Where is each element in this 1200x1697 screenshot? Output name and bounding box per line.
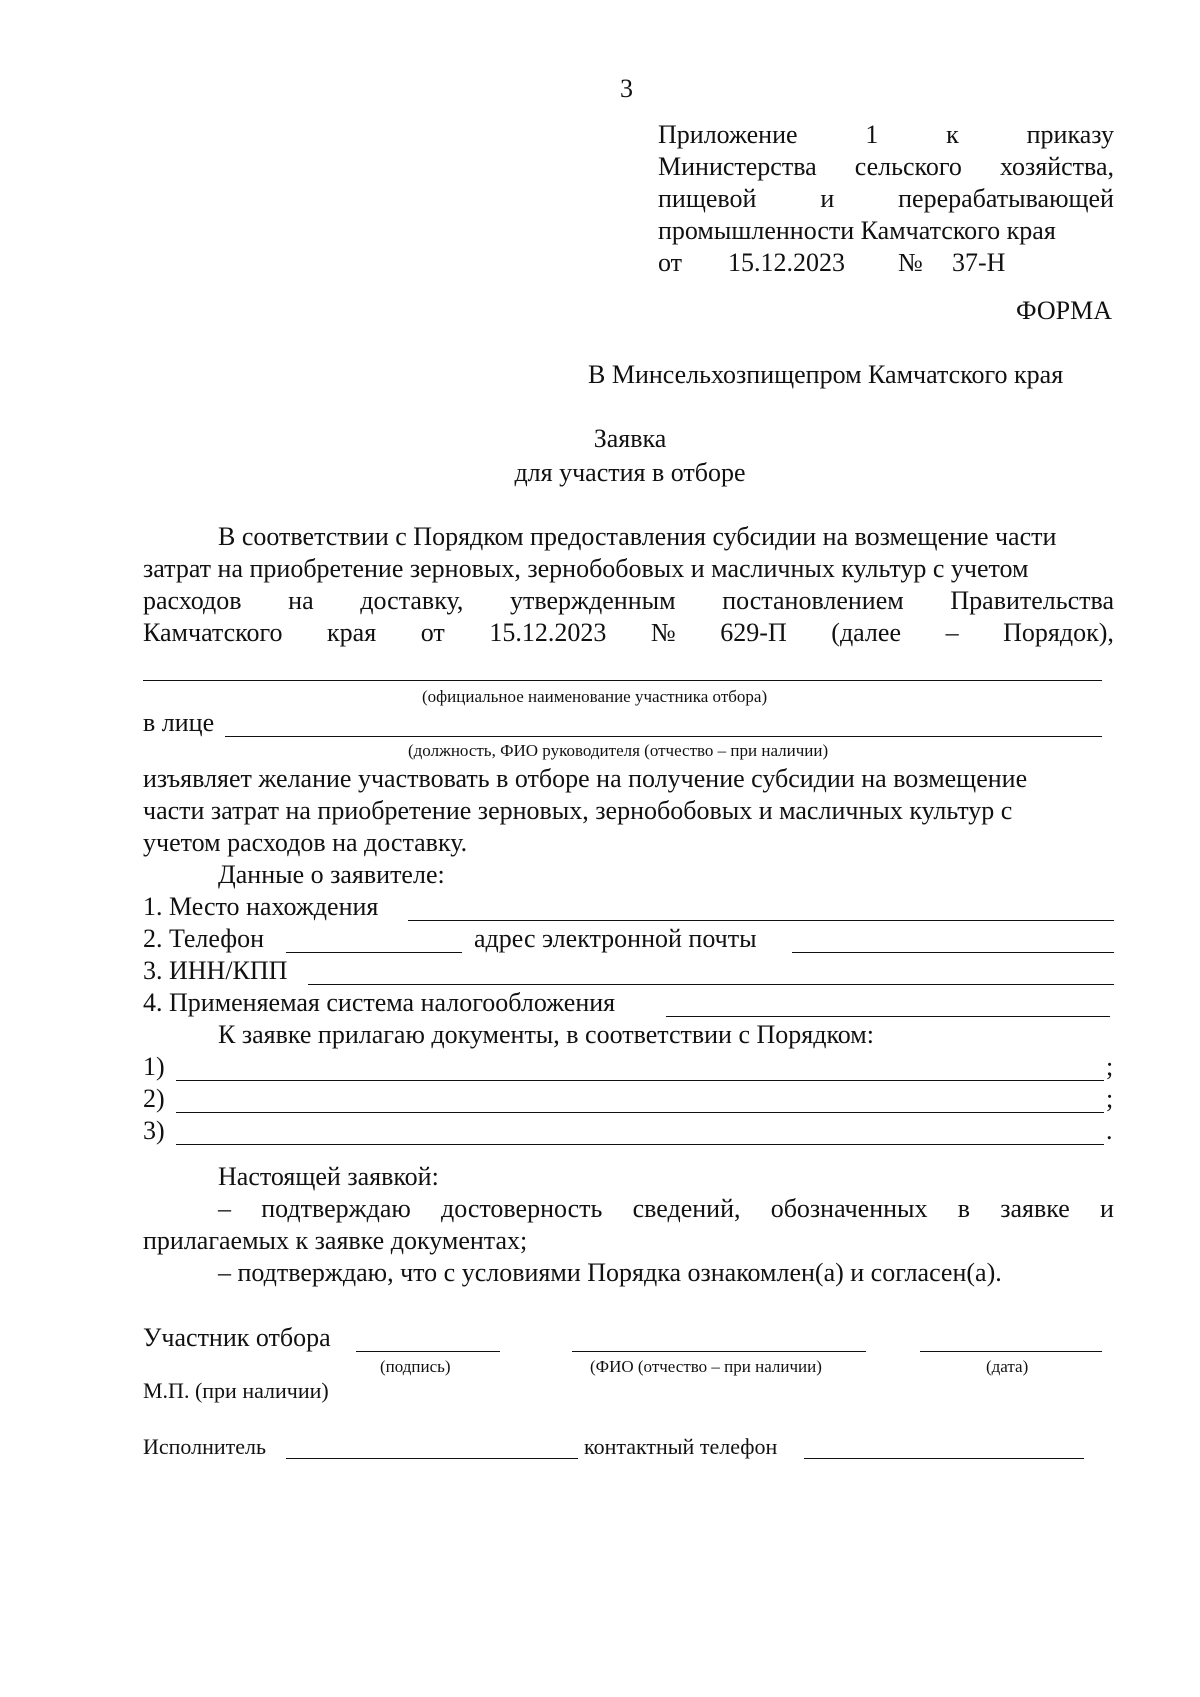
appendix-word: перерабатывающей [898, 184, 1114, 213]
attachment-field-1[interactable] [176, 1080, 1104, 1081]
appendix-word: к [946, 120, 959, 149]
intro-word: (далее [831, 618, 901, 647]
appendix-word: сельского [854, 152, 962, 181]
intro-line-3 [143, 588, 1114, 614]
intro-word: от [420, 618, 445, 647]
signature-field[interactable] [356, 1351, 500, 1352]
inn-label: 3. ИНН/КПП [143, 956, 288, 985]
executor-field[interactable] [286, 1458, 578, 1459]
confirm-word: заявке [1000, 1194, 1070, 1223]
appendix-line-1 [658, 122, 1114, 148]
appendix-date: 15.12.2023 [728, 248, 845, 277]
intro-line-2: затрат на приобретение зерновых, зернобобовых и масличных культур с учетом [143, 554, 1029, 583]
intro-word: расходов [143, 586, 242, 615]
appendix-word: 1 [865, 120, 879, 149]
intro-word: Порядок), [1003, 618, 1114, 647]
document-title: Заявка [593, 424, 667, 453]
appendix-word: хозяйства, [999, 152, 1114, 181]
tax-system-label: 4. Применяемая система налогообложения [143, 988, 616, 1017]
wish-line-2: части затрат на приобретение зерновых, зернобобовых и масличных культур с [143, 796, 1013, 825]
attachment-field-2[interactable] [176, 1112, 1104, 1113]
attachment-number: 3) [143, 1116, 165, 1145]
in-person-label: в лице [143, 708, 215, 737]
intro-word: утвержденным [510, 586, 676, 615]
intro-word: доставку, [360, 586, 464, 615]
head-name-line[interactable] [225, 736, 1102, 737]
confirm-header: Настоящей заявкой: [218, 1162, 439, 1191]
wish-line-3: учетом расходов на доставку. [143, 828, 468, 857]
fio-field[interactable] [572, 1351, 866, 1352]
page-number: 3 [620, 74, 633, 103]
appendix-word: пищевой [658, 184, 757, 213]
appendix-word: Приложение [658, 120, 798, 149]
appendix-line-4: промышленности Камчатского края [658, 216, 1056, 245]
appendix-line-3 [658, 186, 1114, 212]
attachments-header: К заявке прилагаю документы, в соответствии с Порядком: [218, 1020, 874, 1049]
attachment-end-mark: ; [1106, 1084, 1114, 1113]
confirm-line-2: прилагаемых к заявке документах; [143, 1226, 528, 1255]
form-label: ФОРМА [1016, 296, 1112, 325]
appendix-line-2 [658, 154, 1114, 180]
executor-phone-label: контактный телефон [584, 1434, 778, 1459]
intro-word: Камчатского [143, 618, 283, 647]
confirm-word: обозначенных [770, 1194, 928, 1223]
intro-word: – [945, 618, 959, 647]
stamp-label: М.П. (при наличии) [143, 1378, 329, 1403]
confirm-word: подтверждаю [261, 1194, 411, 1223]
confirm-word: в [957, 1194, 970, 1223]
addressee: В Минсельхозпищепром Камчатского края [588, 360, 1064, 389]
fio-caption: (ФИО (отчество – при наличии) [590, 1357, 822, 1376]
attachment-field-3[interactable] [176, 1144, 1104, 1145]
intro-word: постановлением [722, 586, 904, 615]
intro-word: на [288, 586, 314, 615]
location-field[interactable] [408, 920, 1114, 921]
attachment-number: 2) [143, 1084, 165, 1113]
executor-label: Исполнитель [143, 1434, 267, 1459]
org-name-line[interactable] [143, 680, 1102, 681]
email-field[interactable] [792, 952, 1114, 953]
applicant-header: Данные о заявителе: [218, 860, 445, 889]
date-field[interactable] [920, 1351, 1102, 1352]
confirm-line-1 [218, 1196, 1114, 1222]
intro-word: 629-П [720, 618, 787, 647]
appendix-number-sign: № [898, 248, 923, 277]
head-name-caption: (должность, ФИО руководителя (отчество – при наличии) [408, 741, 829, 760]
location-label: 1. Место нахождения [143, 892, 379, 921]
date-caption: (дата) [986, 1357, 1029, 1376]
wish-line-1: изъявляет желание участвовать в отборе на получение субсидии на возмещение [143, 764, 1028, 793]
appendix-number: 37-Н [952, 248, 1006, 277]
appendix-word: и [820, 184, 835, 213]
appendix-from-label: от [658, 248, 683, 277]
signature-caption: (подпись) [380, 1357, 451, 1376]
confirm-word: – [218, 1194, 231, 1223]
intro-word: № [650, 618, 676, 647]
document-subtitle: для участия в отборе [514, 458, 746, 487]
phone-label: 2. Телефон [143, 924, 265, 953]
inn-field[interactable] [308, 984, 1114, 985]
intro-word: Правительства [950, 586, 1114, 615]
intro-word: края [327, 618, 377, 647]
intro-word: 15.12.2023 [489, 618, 607, 647]
email-label: адрес электронной почты [474, 924, 757, 953]
attachment-number: 1) [143, 1052, 165, 1081]
appendix-word: Министерства [658, 152, 817, 181]
intro-line-4 [143, 620, 1114, 646]
attachment-end-mark: ; [1106, 1052, 1114, 1081]
confirm-word: сведений, [632, 1194, 741, 1223]
intro-line-1: В соответствии с Порядком предоставления субсидии на возмещение части [218, 522, 1057, 551]
executor-phone-field[interactable] [804, 1458, 1084, 1459]
appendix-word: приказу [1026, 120, 1114, 149]
participant-label: Участник отбора [143, 1323, 331, 1352]
tax-system-field[interactable] [666, 1016, 1110, 1017]
confirm-2: – подтверждаю, что с условиями Порядка ознакомлен(а) и согласен(а). [218, 1258, 1002, 1287]
attachment-end-mark: . [1106, 1116, 1113, 1145]
org-name-caption: (официальное наименование участника отбора) [422, 687, 768, 706]
confirm-word: достоверность [440, 1194, 603, 1223]
phone-field[interactable] [286, 952, 462, 953]
confirm-word: и [1099, 1194, 1114, 1223]
